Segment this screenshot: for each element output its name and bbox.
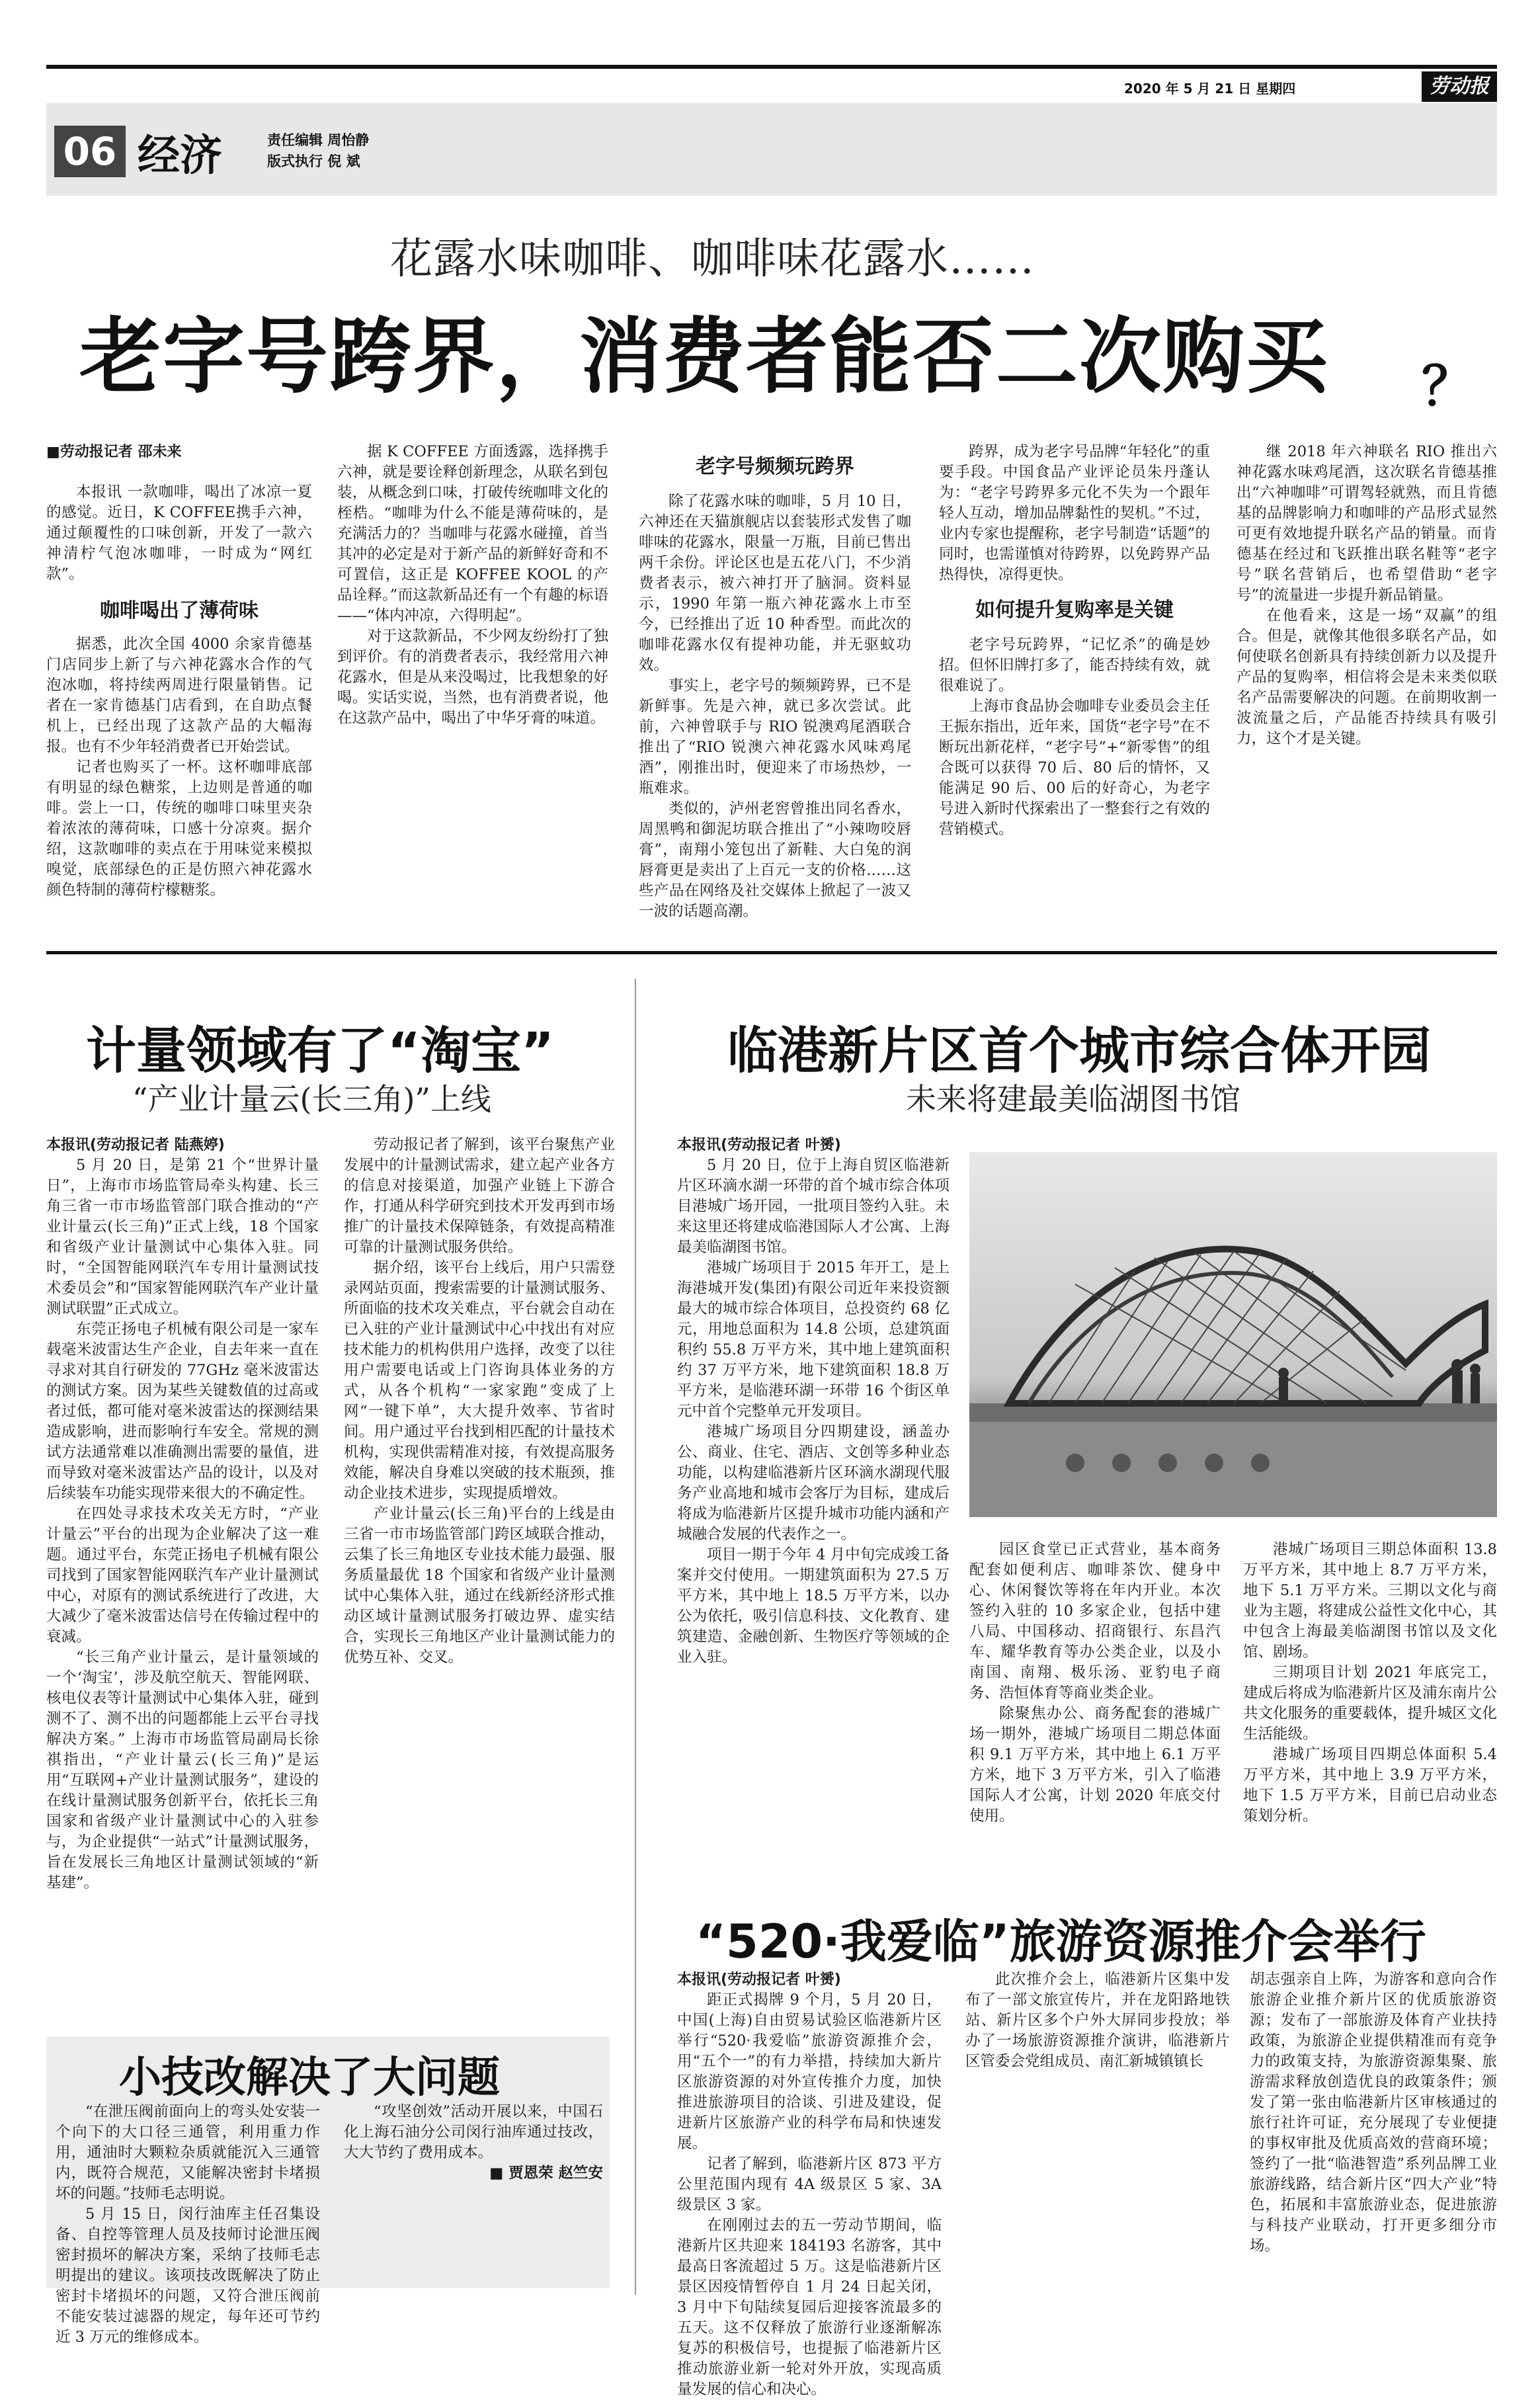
smalltech-col-2: [344, 2102, 603, 2284]
metrology-p5: 劳动报记者了解到，该平台聚焦产业发展中的计量测试需求，建立起产业各方的信息对接渠道，加强产业链上下游合作，打通从科学研究到技术开发再到市场推广的计量技术保障链条，有效提高精准可靠的计量测试服务供给。: [344, 1136, 615, 1256]
lead-col-2: [337, 442, 608, 931]
lead-col-1: [46, 442, 312, 931]
masthead-logo: 劳动报: [1422, 71, 1497, 102]
lead-p9: 跨界，成为老字号品牌“年轻化”的重要手段。中国食品产业评论员朱丹蓬认为：“老字号跨界多元化不失为一个跟年轻人互动，增加品牌黏性的契机。”不过，业内专家也提醒称，老字号制造“话题”的同时，也需谨慎对待跨界，以免跨界产品热得快，凉得更快。: [939, 443, 1210, 583]
date-line: 2020 年 5 月 21 日 星期四: [1124, 81, 1296, 97]
smalltech-headline: 小技改解决了大问题: [119, 2053, 500, 2102]
lead-p3: 记者也购买了一杯。这杯咖啡底部有明显的绿色糖浆，上边则是普通的咖啡。尝上一口，传统的咖啡口味里夹杂着浓浓的薄荷味，口感十分凉爽。据介绍，这款咖啡的卖点在于用味觉来模拟嗅觉，底部绿色的正是仿照六神花露水颜色特制的薄荷柠檬糖浆。: [46, 759, 312, 899]
lingang-p3: 港城广场项目分四期建设，涵盖办公、商业、住宅、酒店、文创等多种业态功能，以构建临港新片区环滴水湖现代服务产业高地和城市会客厅为目标，建成后将成为临港新片区提升城市功能内涵和产城融合发展的代表作之一。: [677, 1423, 950, 1543]
lead-kicker: 花露水味咖啡、咖啡味花露水……: [390, 235, 1035, 284]
lingang-col-2: [969, 1540, 1221, 1923]
lingang-p9: 港城广场项目四期总体面积 5.4 万平方米，其中地上 3.9 万平方米，地下 1.5 万平方米，目前已启动业态策划分析。: [1243, 1746, 1497, 1825]
tourism-p4-cont: 胡志强亲自上阵，为游客和意向合作旅游企业推介新片区的优质旅游资源；发布了一部旅游及体育产业扶持政策，为旅游企业提供精准而有竞争力的政策支持，为旅游资源集聚、旅游需求释放创造优良的政策条件；颁发了第一张由临港新片区审核通过的旅行社许可证，充分展现了专业便捷的事权审批及优质高效的营商环境；签约了一批“临港智造”系列品牌工业旅游线路，结合新片区“四大产业”特色，拓展和丰富旅游业态，促进旅游与科技产业联动，打开更多细分市场。: [1250, 1971, 1497, 2255]
lingang-headline: 临港新片区首个城市综合体开园: [727, 1021, 1431, 1080]
lingang-p1: 5 月 20 日，位于上海自贸区临港新片区环滴水湖一环带的首个城市综合体项目港城广场开园，一批项目签约入驻。未来这里还将建成临港国际人才公寓、上海最美临湖图书馆。: [677, 1157, 950, 1256]
metrology-p3: 在四处寻求技术攻关无方时，“产业计量云”平台的出现为企业解决了这一难题。通过平台，东莞正扬电子机械有限公司找到了国家智能网联汽车产业计量测试中心，对原有的测试系统进行了改进，大大减少了毫米波雷达信号在传输过程中的衰减。: [46, 1505, 319, 1645]
lingang-subtitle: 未来将建最美临湖图书馆: [906, 1081, 1240, 1117]
lead-question-mark: ？: [1422, 355, 1475, 417]
tourism-byline: 本报讯(劳动报记者 叶赟): [677, 1971, 841, 1988]
smalltech-p3: “攻坚创效”活动开展以来，中国石化上海石油分公司闵行油库通过技改，大大节约了费用成本。: [344, 2103, 603, 2161]
metrology-col-2: [344, 1135, 615, 2028]
lingang-p6: 除聚焦办公、商务配套的港城广场一期外，港城广场项目二期总体面积 9.1 万平方米，其中地上 6.1 万平方米，地下 3 万平方米，引入了临港国际人才公寓，计划 2020 年底交付使用。: [969, 1705, 1221, 1825]
tourism-p3: 在刚刚过去的五一劳动节期间，临港新片区共迎来 184193 名游客，其中最高日客流超过 5 万。这是临港新片区景区因疫情暂停自 1 月 24 日起关闭，3 月中下旬陆续复园后迎接客流最多的五天。这不仅释放了旅游行业逐渐解冻复苏的积极信号，也提振了临港新片区推动旅游业新一轮对外开放，实现高质量发展的信心和决心。: [677, 2217, 942, 2398]
lead-col-4: [939, 442, 1210, 931]
page-number: 06: [54, 126, 126, 177]
lead-p12: 继 2018 年六神联名 RIO 推出六神花露水味鸡尾酒，这次联名肯德基推出“六神咖啡”可谓驾轻就熟，而且肯德基的品牌影响力和咖啡的产品形式显然可更有效地提升联名产品的销量。而肯德基在经过和飞跃推出联名鞋等“老字号”联名营销后，也希望借助“老字号”的流量进一步提升新品销量。: [1236, 443, 1497, 604]
metrology-p1: 5 月 20 日，是第 21 个“世界计量日”，上海市市场监管局牵头构建、长三角三省一市市场监管部门联合推动的“产业计量云(长三角)”正式上线，18 个国家和省级产业计量测试中心集体入驻。同时，“全国智能网联汽车专用计量测试技术委员会”和“国家智能网联汽车产业计量测试联盟”正式成立。: [46, 1157, 319, 1317]
tourism-p2: 记者了解到，临港新片区 873 平方公里范围内现有 4A 级景区 5 家、3A 级景区 3 家。: [677, 2155, 942, 2214]
tourism-col-1: [677, 1969, 942, 2398]
lead-p10: 老字号玩跨界，“记忆杀”的确是妙招。但怀旧牌打多了，能否持续有效，就很难说了。: [939, 636, 1210, 694]
editor-line: 责任编辑 周怡静: [267, 132, 370, 148]
section-title: 经济: [138, 131, 222, 181]
top-rule: [46, 65, 1497, 69]
smalltech-col-1: [56, 2102, 320, 2346]
lead-byline: ■劳动报记者 邵未来: [46, 444, 182, 460]
lingang-p7: 港城广场项目三期总体面积 13.8 万平方米，其中地上 8.7 万平方米，地下 5.1 万平方米。三期以文化与商业为主题，将建成公益性文化中心，其中包含上海最美临湖图书馆以及文化馆、剧场。: [1243, 1541, 1497, 1661]
metrology-p6: 据介绍，该平台上线后，用户只需登录网站页面，搜索需要的计量测试服务、所面临的技术攻关难点，平台就会自动在已入驻的产业计量测试中心中找出有对应技术能力的机构供用户选择，改变了以往用户需要电话或上门咨询具体业务的方式，从各个机构“一家家跑”变成了上网“一键下单”，大大提升效率、节省时间。用户通过平台找到相匹配的计量技术机构，实现供需精准对接，有效提高服务效能，解决自身难以突破的技术瓶颈，推动企业技术进步，实现提质增效。: [344, 1259, 615, 1502]
lead-p5: 对于这款新品，不少网友纷纷打了独到评价。有的消费者表示，我经常用六神花露水，但是从来没喝过，比我想象的好喝。实话实说，当然，也有消费者说，他在这款产品中，喝出了中华牙膏的味道。: [337, 628, 608, 727]
layout-line: 版式执行 倪 斌: [267, 153, 360, 169]
lingang-p5: 园区食堂已正式营业，基本商务配套如便利店、咖啡茶饮、健身中心、休闲餐饮等将在年内开业。本次签约入驻的 10 多家企业，包括中建八局、中国移动、招商银行、东昌汽车、耀华教育等办公类企业，以及小南国、南翔、极乐汤、亚豹电子商务、浩恒体育等商业类企业。: [969, 1541, 1221, 1702]
lead-p7: 事实上，老字号的频频跨界，已不是新鲜事。先是六神，就已多次尝试。此前，六神曾联手与 RIO 锐澳鸡尾酒联合推出了“RIO 锐澳六神花露水风味鸡尾酒”，刚推出时，便迎来了市场热炒，一瓶难求。: [639, 677, 911, 797]
smalltech-p2: 5 月 15 日，闵行油库主任召集设备、自控等管理人员及技师讨论泄压阀密封损坏的解决方案，采纳了技师毛志明提出的建议。该项技改既解决了防止密封卡堵损坏的问题，又符合泄压阀前不能安装过滤器的规定，每年还可节约近 3 万元的维修成本。: [56, 2206, 320, 2346]
canopy-structure-image: [969, 1152, 1497, 1517]
tourism-col-2: [965, 1969, 1230, 2294]
metrology-col-1: [46, 1135, 319, 2028]
lead-col-3: [639, 442, 911, 931]
lingang-p4: 项目一期于今年 4 月中旬完成竣工备案并交付使用。一期建筑面积为 27.5 万平方米，其中地上 18.5 万平方米，以办公为依托，吸引信息科技、文化教育、建筑建造、金融创新、生物医疗等领域的企业入驻。: [677, 1546, 950, 1666]
tourism-col-3: [1250, 1969, 1497, 2294]
subhead-crossover: 老字号频频玩跨界: [696, 455, 854, 478]
lead-p8: 类似的，泸州老窖曾推出同名香水，周黑鸭和御泥坊联合推出了“小辣吻咬唇膏”，南翔小笼包出了新鞋、大白兔的润唇膏更是卖出了上百元一支的价格……这些产品在网络及社交媒体上掀起了一波又一波的话题高潮。: [639, 800, 911, 920]
smalltech-author: ■ 贾恩荣 赵竺安: [489, 2165, 603, 2182]
lead-col-5: [1236, 442, 1497, 931]
metrology-p2: 东莞正扬电子机械有限公司是一家车载毫米波雷达生产企业，自去年来一直在寻求对其自行研发的 77GHz 毫米波雷达的测试方案。因为某些关键数值的过高或者过低，都可能对毫米波雷达的探测结果造成影响，进而影响行车安全。常规的测试方法通常难以准确测出需要的量值，进而导致对毫米波雷达产品的设计，以及对后续装车功能实现带来很大的不确定性。: [46, 1321, 319, 1502]
lingang-col-3: [1243, 1540, 1497, 1923]
lead-p2: 据悉，此次全国 4000 余家肯德基门店同步上新了与六神花露水合作的气泡冰咖，将持续两周进行限量销售。记者在一家肯德基门店看到，在自助点餐机上，已经出现了这款产品的大幅海报。也有不少年轻消费者已开始尝试。: [46, 636, 312, 755]
lead-headline: 老字号跨界，消费者能否二次购买: [79, 310, 1330, 405]
lingang-photo: [969, 1152, 1497, 1517]
tourism-headline: “520·我爱临”旅游资源推介会举行: [696, 1915, 1426, 1969]
metrology-byline: 本报讯(劳动报记者 陆燕婷): [46, 1137, 225, 1153]
section-divider: [46, 951, 1497, 954]
lead-p1: 本报讯 一款咖啡，喝出了冰凉一夏的感觉。近日，K COFFEE携手六神，通过颠覆性的口味创新，开发了一款六神清柠气泡冰咖啡，一时成为“网红款”。: [46, 483, 312, 583]
metrology-headline: 计量领域有了“淘宝”: [86, 1021, 554, 1080]
lingang-col-1: [677, 1135, 950, 1915]
smalltech-p1: “在泄压阀前面向上的弯头处安装一个向下的大口径三通管，利用重力作用，通油时大颗粒杂质就能沉入三通管内，既符合规范，又能解决密封卡堵损坏的问题。”技师毛志明说。: [56, 2103, 320, 2202]
lead-p11: 上海市食品协会咖啡专业委员会主任王振东指出，近年来，国货“老字号”在不断玩出新花样，“老字号”+“新零售”的组合既可以获得 70 后、80 后的情怀，又能满足 90 后、00 后的好奇心，为老字号进入新时代探索出了一整套行之有效的营销模式。: [939, 698, 1210, 838]
metrology-p7: 产业计量云(长三角)平台的上线是由三省一市市场监管部门跨区域联合推动，云集了长三角地区专业技术能力最强、服务质量最优 18 个国家和省级产业计量测试中心集体入驻，通过在线新经济形式推动区域计量测试服务打破边界、虚实结合，实现长三角地区产业计量测试能力的优势互补、交叉。: [344, 1505, 615, 1666]
subhead-repurchase: 如何提升复购率是关键: [975, 599, 1174, 622]
vertical-divider: [635, 979, 636, 2295]
tourism-p1: 距正式揭牌 9 个月，5 月 20 日，中国(上海)自由贸易试验区临港新片区举行“520·我爱临”旅游资源推介会，用“五个一”的有力举措，持续加大新片区旅游资源的对外宣传推介力度，加快推进旅游项目的洽谈、引进及建设，促进新片区旅游产业的科学布局和快速发展。: [677, 1991, 942, 2152]
lingang-p8: 三期项目计划 2021 年底完工，建成后将成为临港新片区及浦东南片公共文化服务的重要载体，提升城区文化生活能级。: [1243, 1664, 1497, 1743]
lead-p13: 在他看来，这是一场“双赢”的组合。但是，就像其他很多联名产品，如何使联名创新具有持续创新力以及提升产品的复购率，相信将会是未来类似联名产品需要解决的问题。在前期收割一波流量之后，产品能否持续具有吸引力，这个才是关键。: [1236, 607, 1497, 747]
tourism-p4: 此次推介会上，临港新片区集中发布了一部文旅宣传片，并在龙阳路地铁站、新片区多个户外大屏同步投放；举办了一场旅游资源推介演讲，临港新片区管委会党组成员、南汇新城镇镇长: [965, 1971, 1230, 2070]
lead-p6: 除了花露水味的咖啡，5 月 10 日，六神还在天猫旗舰店以套装形式发售了咖啡味的花露水，限量一万瓶，目前已售出两千余份。评论区也是五花八门，不少消费者表示，被六神打开了脑洞。资料显示，1990 年第一瓶六神花露水上市至今，已经推出了近 10 种香型。而此次的咖啡花露水仅有提神功能，并无驱蚊功效。: [639, 493, 911, 674]
lead-p4: 据 K COFFEE 方面透露，选择携手六神，就是要诠释创新理念，从联名到包装，从概念到口味，打破传统咖啡文化的桎梏。“咖啡为什么不能是薄荷味的，是充满活力的？当咖啡与花露水碰撞，首当其冲的必定是对于新产品的新鲜好奇和不可置信，这正是 KOFFEE KOOL 的产品诠释。”而这款新品还有一个有趣的标语——“体内冲凉，六得明起”。: [337, 443, 608, 624]
lingang-p2: 港城广场项目于 2015 年开工，是上海港城开发(集团)有限公司近年来投资额最大的城市综合体项目，总投资约 68 亿元，用地总面积为 14.8 公顷，总建筑面积约 55.8 万平方米，其中地上建筑面积约 37 万平方米，地下建筑面积 18.8 万平方米，是临港环湖一环带 16 个街区单元中首个完整单元开发项目。: [677, 1259, 950, 1420]
lingang-byline: 本报讯(劳动报记者 叶赟): [677, 1137, 841, 1153]
section-band: [46, 103, 1497, 196]
metrology-subtitle: “产业计量云(长三角)”上线: [132, 1081, 491, 1117]
metrology-p4: “长三角产业计量云，是计量领域的一个‘淘宝’，涉及航空航天、智能网联、核电仪表等计量测试中心集体入驻，碰到测不了、测不出的问题都能上云平台寻找解决方案。” 上海市市场监管局副局长徐祺指出，“产业计量云(长三角)”是运用“互联网+产业计量测试服务”，建设的在线计量测试服务创新平台，依托长三角国家和省级产业计量测试中心的入驻参与，为企业提供“一站式”计量测试服务，旨在发展长三角地区计量测试领域的“新基建”。: [46, 1649, 319, 1891]
subhead-mint: 咖啡喝出了薄荷味: [100, 599, 259, 622]
